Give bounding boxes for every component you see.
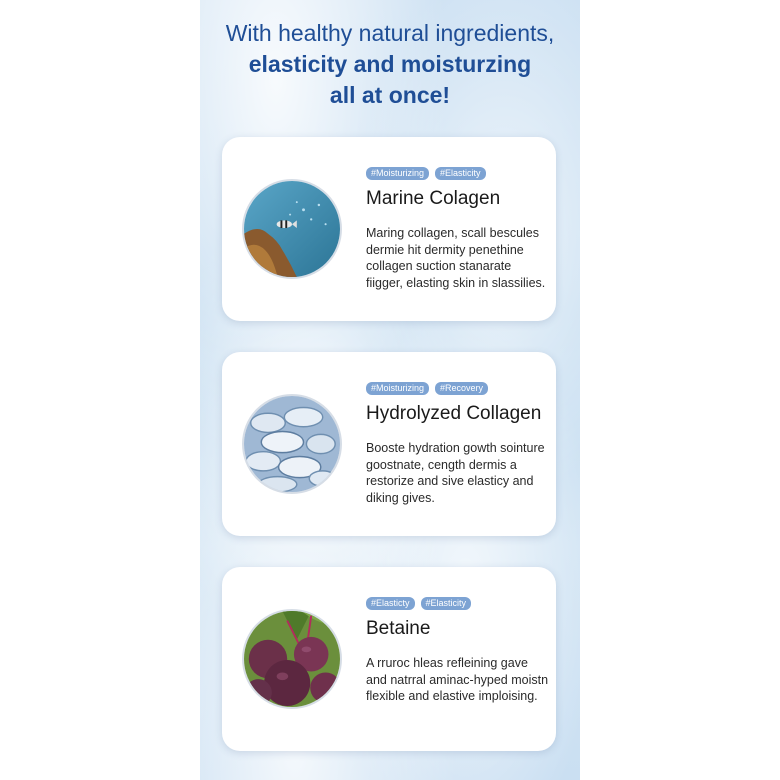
headline-line-3: all at once!: [329, 82, 451, 108]
product-panel: [200, 0, 580, 780]
ingredient-description: Maring collagen, scall bescules dermie hit dermity penethine collagen suction stanarate fiigger, elasting skin in slassilies.: [366, 226, 546, 290]
tag-badge: #Elasticity: [435, 167, 486, 180]
ingredient-title: Hydrolyzed Collagen: [366, 403, 542, 424]
headline-line-2: elasticity and moisturzing: [248, 51, 532, 77]
ingredient-description: A rruroc hleas refleining gave and natrral aminac-hyped moistn flexible and elastive imploising.: [366, 656, 549, 703]
tag-badge: #Moisturizing: [366, 382, 429, 395]
tag-badge: #Moisturizing: [366, 167, 429, 180]
headline-line-1: With healthy natural ingredients,: [225, 20, 555, 46]
tag-list: [366, 597, 471, 610]
ingredient-card-hydrolyzed-collagen: [222, 352, 556, 536]
tag-list: [366, 167, 486, 180]
ingredient-title: Marine Colagen: [366, 188, 501, 209]
tag-list: [366, 382, 488, 395]
tag-badge: #Elasticity: [421, 597, 472, 610]
headline: [200, 18, 580, 111]
hydrolyzed-collagen-image: [242, 394, 342, 494]
tag-badge: #Recovery: [435, 382, 488, 395]
betaine-image: [242, 609, 342, 709]
marine-collagen-image: [242, 179, 342, 279]
ingredient-card-marine-collagen: [222, 137, 556, 321]
ingredient-title: Betaine: [366, 618, 431, 639]
ingredient-card-betaine: [222, 567, 556, 751]
ingredient-description: Booste hydration gowth sointure goostnate, cength dermis a restorize and sive elasticy and diking gives.: [366, 441, 545, 505]
tag-badge: #Elasticty: [366, 597, 415, 610]
